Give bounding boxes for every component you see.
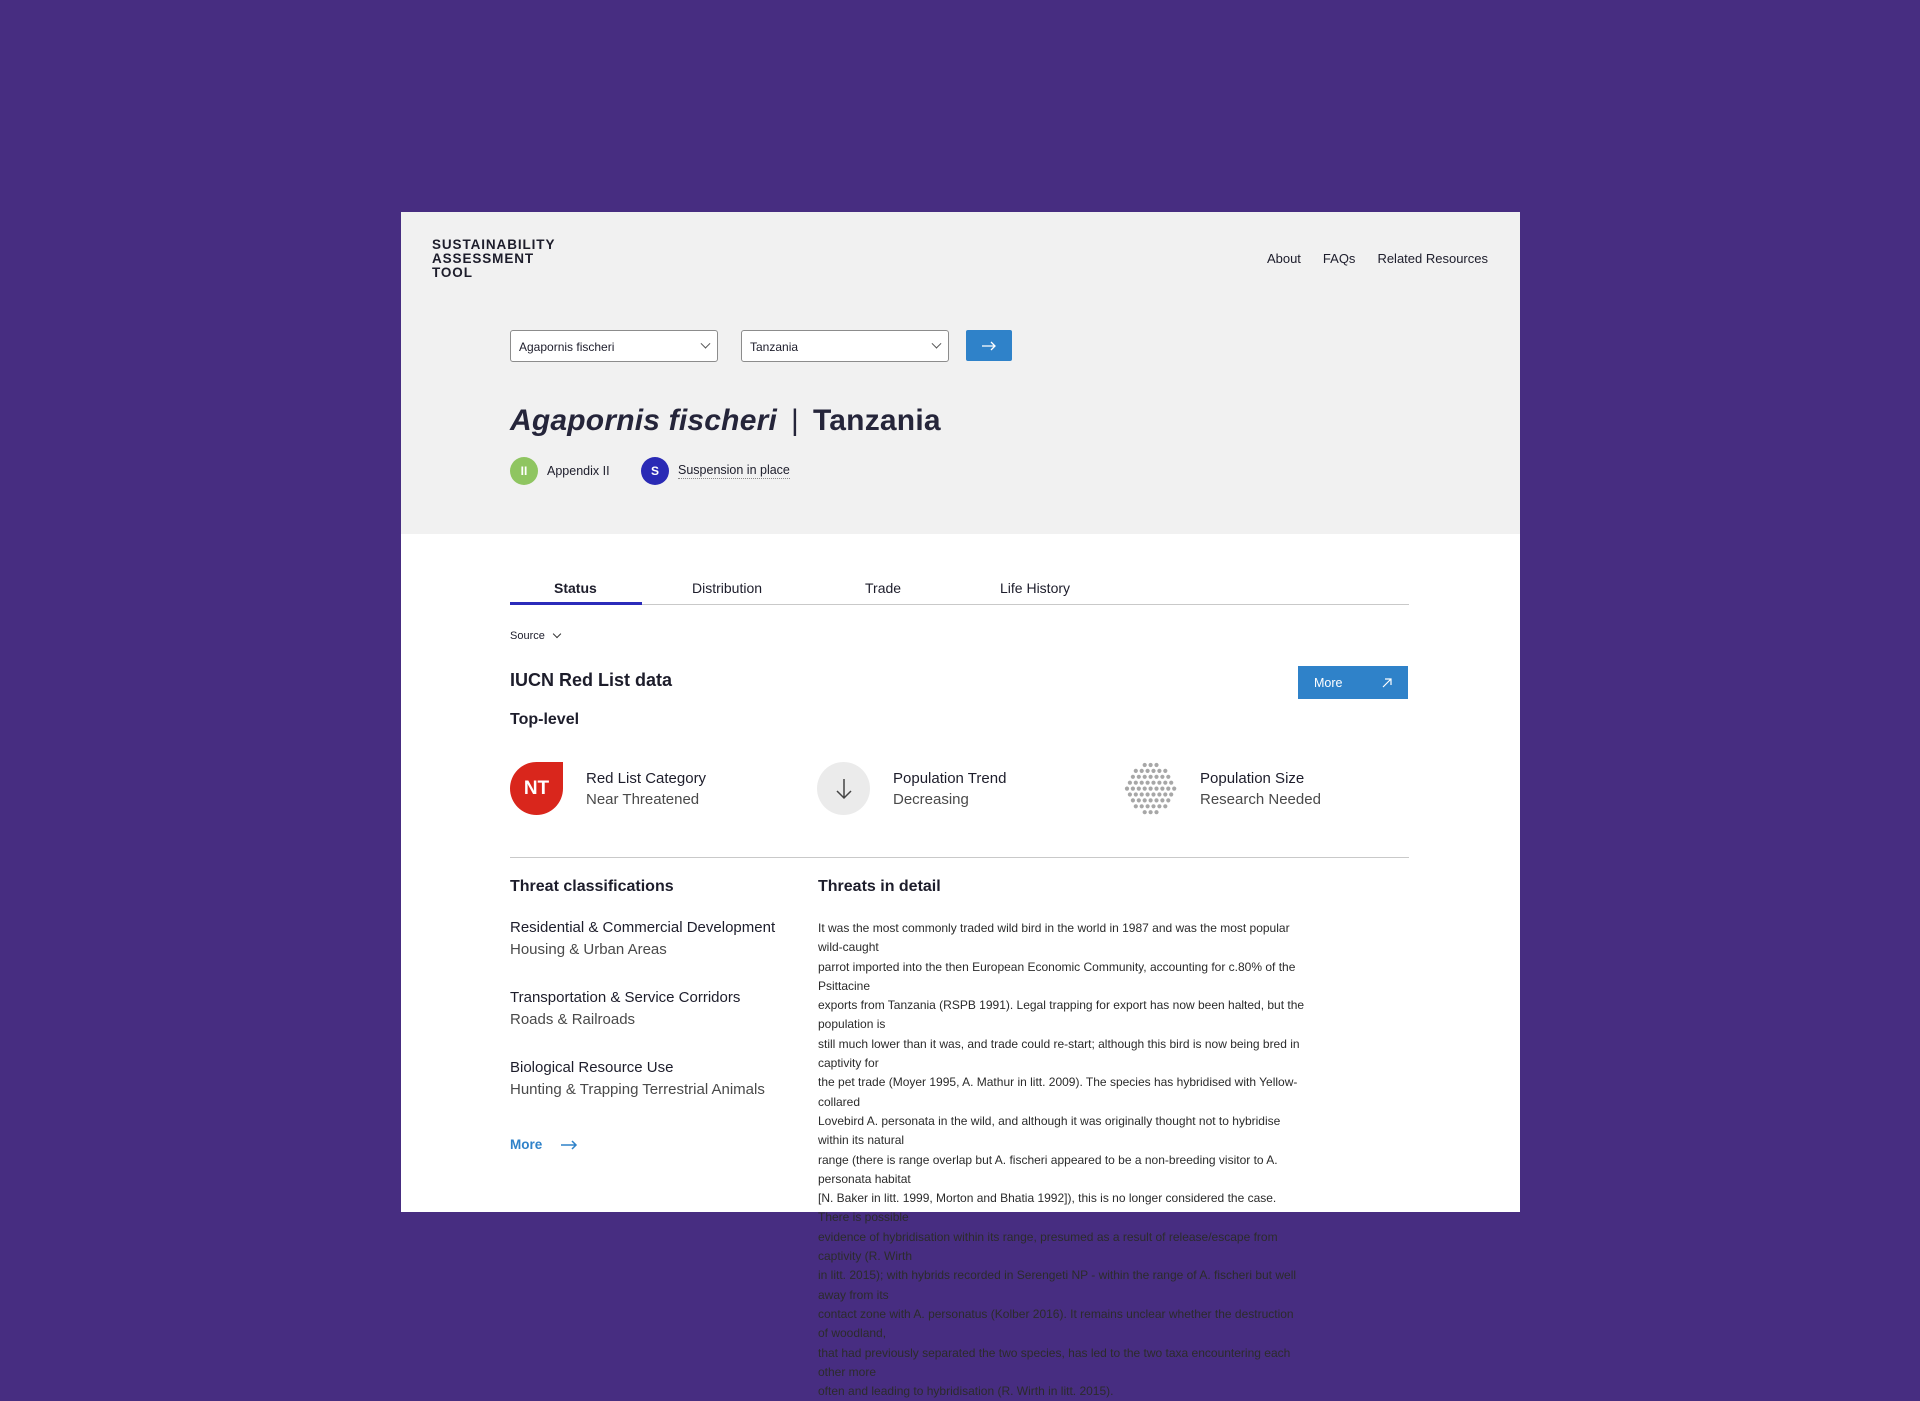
threat-subcategory: Housing & Urban Areas <box>510 941 667 958</box>
kpi-value: Near Threatened <box>586 790 700 808</box>
tab-distribution[interactable]: Distribution <box>692 580 763 596</box>
chevron-down-icon <box>932 339 942 349</box>
tab-trade[interactable]: Trade <box>865 580 902 596</box>
threats-detail-text <box>818 919 1306 1401</box>
threat-item <box>510 989 740 1028</box>
source-toggle[interactable] <box>510 630 560 642</box>
top-level-title: Top-level <box>510 711 580 728</box>
kpi-red-list-category <box>510 762 706 815</box>
kpi-label: Red List Category <box>586 769 707 787</box>
arrow-right-icon <box>560 1140 578 1150</box>
paragraph-line: still much lower than it was, and trade could re-start; although this bird is now being bred in captivity for <box>818 1036 1300 1071</box>
logo-line: ASSESSMENT <box>432 251 535 266</box>
paragraph-line: the pet trade (Moyer 1995, A. Mathur in litt. 2009). The species has hybridised with Yellow-collared <box>818 1075 1298 1109</box>
logo-line: TOOL <box>432 265 473 280</box>
species-select[interactable] <box>510 330 718 362</box>
tab-life-history[interactable]: Life History <box>1000 580 1071 596</box>
top-nav <box>1267 251 1488 266</box>
paragraph-line: often and leading to hybridisation (R. Wirth in litt. 2015). <box>818 1384 1114 1399</box>
threat-subcategory: Hunting & Trapping Terrestrial Animals <box>510 1081 765 1098</box>
appendix-label: Appendix II <box>547 464 610 478</box>
kpi-value: Decreasing <box>893 790 969 808</box>
threats-detail-title: Threats in detail <box>818 878 941 895</box>
active-tab-indicator <box>510 602 642 605</box>
nav-faqs[interactable]: FAQs <box>1322 251 1356 266</box>
dot-grid-icon <box>1124 762 1177 815</box>
paragraph-line: parrot imported into the then European Economic Community, accounting for c.80% of the Psittacine <box>818 959 1296 993</box>
search-go-button[interactable] <box>966 330 1012 361</box>
threat-item <box>510 919 775 958</box>
more-button-label: More <box>1314 676 1343 690</box>
arrow-down-icon <box>817 762 870 815</box>
suspension-label[interactable]: Suspension in place <box>678 463 790 477</box>
chevron-down-icon <box>553 630 561 638</box>
iucn-more-button[interactable] <box>1298 666 1408 699</box>
title-species: Agapornis fischeri <box>510 404 777 437</box>
tab-bar <box>510 572 1409 605</box>
kpi-label: Population Size <box>1200 769 1305 787</box>
nav-related-resources[interactable]: Related Resources <box>1377 251 1488 266</box>
page-title <box>510 404 941 438</box>
suspension-icon: S <box>641 457 669 485</box>
hero-header <box>401 212 1520 534</box>
section-divider <box>510 857 1409 858</box>
species-select-value: Agapornis fischeri <box>519 340 615 354</box>
kpi-population-size <box>1124 762 1321 815</box>
paragraph-line: in litt. 2015); with hybrids recorded in Serengeti NP - within the range of A. fischeri but well away from its <box>818 1268 1297 1302</box>
paragraph-line: exports from Tanzania (RSPB 1991). Legal trapping for export has now been halted, but the population is <box>818 998 1305 1032</box>
kpi-population-trend <box>817 762 1006 815</box>
logo-line: SUSTAINABILITY <box>432 237 556 252</box>
paragraph-line: contact zone with A. personatus (Kolber 2016). It remains unclear whether the destruction of woodland, <box>818 1306 1294 1341</box>
kpi-value: Research Needed <box>1200 790 1321 808</box>
app-logo[interactable] <box>432 238 555 280</box>
threat-category: Transportation & Service Corridors <box>510 989 741 1006</box>
threat-category: Residential & Commercial Development <box>510 919 776 936</box>
country-select-value: Tanzania <box>750 340 799 354</box>
arrow-right-icon <box>981 341 997 351</box>
title-separator: | <box>791 404 799 437</box>
kpi-label: Population Trend <box>893 769 1007 787</box>
country-select[interactable] <box>741 330 949 362</box>
tab-status[interactable]: Status <box>554 580 597 596</box>
paragraph-line: evidence of hybridisation within its range, presumed as a result of release/escape from captivity (R. Wirth <box>818 1229 1278 1264</box>
paragraph-line: [N. Baker in litt. 1999, Morton and Bhatia 1992]), this is no longer considered the case. There is possible <box>818 1191 1277 1225</box>
title-country: Tanzania <box>813 404 941 437</box>
suspension-badge[interactable] <box>641 457 790 485</box>
threat-category: Biological Resource Use <box>510 1059 674 1076</box>
paragraph-line: It was the most commonly traded wild bird in the world in 1987 and was the most popular wild-caught <box>818 921 1290 955</box>
more-link-label: More <box>510 1137 543 1152</box>
appendix-icon: II <box>510 457 538 485</box>
app-window <box>401 212 1520 1399</box>
threat-subcategory: Roads & Railroads <box>510 1011 636 1028</box>
iucn-title: IUCN Red List data <box>510 670 673 690</box>
threat-item <box>510 1059 765 1098</box>
paragraph-line: Lovebird A. personata in the wild, and although it was originally thought not to hybridise within its natural <box>818 1113 1281 1148</box>
nt-badge-icon: NT <box>510 762 563 815</box>
paragraph-line: that had previously separated the two species, has led to the two taxa encountering each other more <box>818 1345 1291 1379</box>
appendix-badge <box>510 457 610 485</box>
paragraph-line: range (there is range overlap but A. fischeri appeared to be a non-breeding visitor to A. personata habitat <box>818 1152 1278 1186</box>
threat-classifications-title: Threat classifications <box>510 878 674 895</box>
source-label: Source <box>510 630 545 642</box>
chevron-down-icon <box>701 339 711 349</box>
nav-about[interactable]: About <box>1266 251 1301 266</box>
threats-more-link[interactable] <box>510 1137 578 1152</box>
external-link-icon <box>1381 677 1393 689</box>
